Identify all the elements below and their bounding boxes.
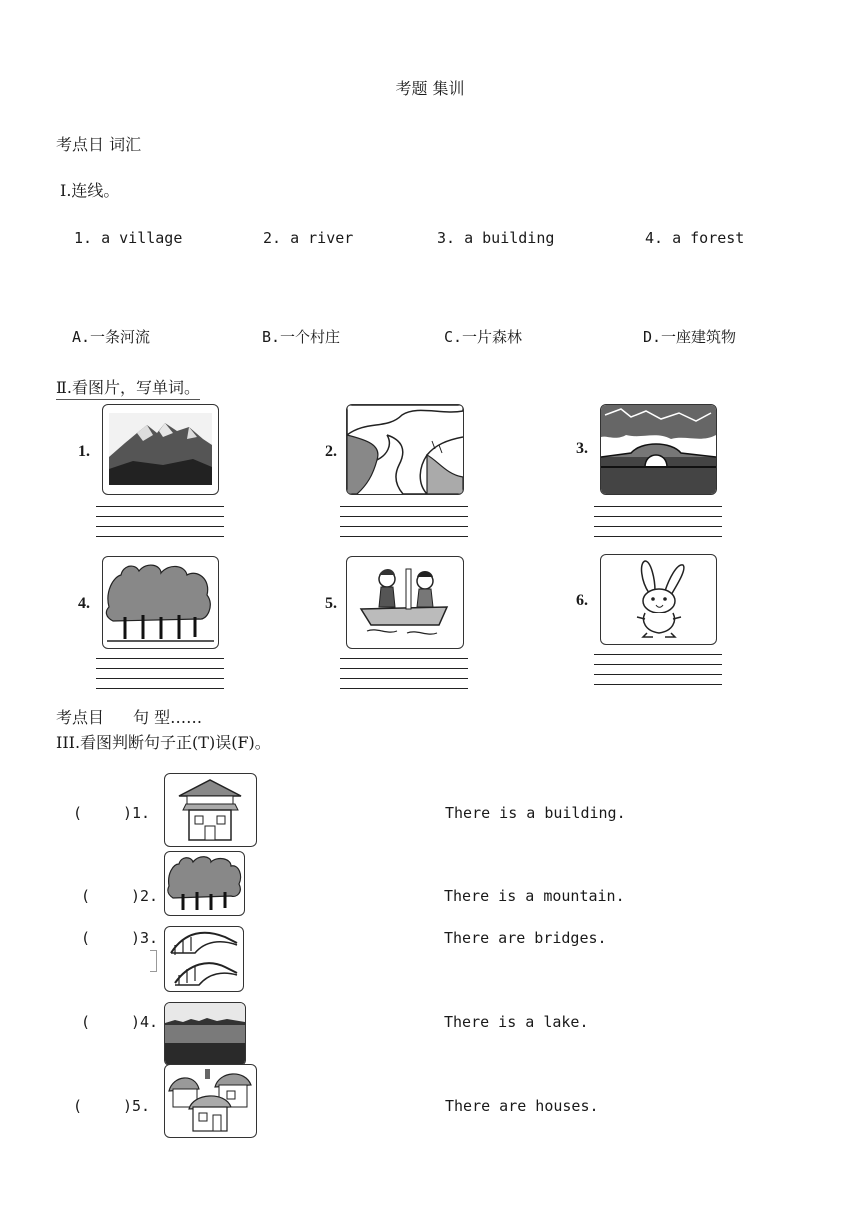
picture-number: 2.: [325, 443, 337, 460]
answer-paren-open[interactable]: (: [81, 929, 91, 947]
bridges-icon: [164, 926, 244, 992]
section-sentence-sub: 句 型……: [133, 708, 203, 727]
building-icon: [164, 773, 257, 847]
answer-lines[interactable]: [340, 497, 468, 537]
bracket-mark: [150, 950, 157, 972]
rabbit-drawing-icon: [600, 554, 717, 645]
meaning-item: C.一片森林: [444, 328, 523, 346]
item-number: )2.: [131, 887, 159, 905]
section-vocabulary-heading: 考点日 词汇: [56, 135, 142, 154]
item-number: )1.: [123, 804, 151, 822]
meaning-item: A.一条河流: [72, 328, 151, 346]
page-title: 考题 集训: [395, 79, 465, 98]
answer-lines[interactable]: [594, 645, 722, 685]
answer-paren-open[interactable]: (: [73, 1097, 83, 1115]
word-item: 1. a village: [74, 229, 183, 247]
answer-paren-open[interactable]: (: [81, 1013, 91, 1031]
sentence-text: There is a lake.: [444, 1013, 589, 1031]
lake-photo-icon: [164, 1002, 246, 1066]
item-number: )5.: [123, 1097, 151, 1115]
sentence-text: There are bridges.: [444, 929, 607, 947]
picture-number: 6.: [576, 592, 588, 609]
answer-lines[interactable]: [96, 497, 224, 537]
answer-lines[interactable]: [96, 649, 224, 689]
answer-paren-open[interactable]: (: [81, 887, 91, 905]
picture-number: 1.: [78, 443, 90, 460]
bridge-drawing-icon: [600, 404, 717, 495]
forest-drawing-icon: [102, 556, 219, 649]
word-item: 2. a river: [263, 229, 354, 247]
picture-number: 5.: [325, 595, 337, 612]
answer-lines[interactable]: [340, 649, 468, 689]
picture-number: 3.: [576, 440, 588, 457]
answer-paren-open[interactable]: (: [73, 804, 83, 822]
trees-icon: [164, 851, 245, 916]
meaning-item: D.一座建筑物: [643, 328, 737, 346]
sentence-text: There is a mountain.: [444, 887, 625, 905]
part3-heading: III.看图判断句子正(T)误(F)。: [56, 733, 271, 752]
answer-lines[interactable]: [594, 497, 722, 537]
sentence-text: There is a building.: [445, 804, 626, 822]
sentence-text: There are houses.: [445, 1097, 599, 1115]
part2-heading: Ⅱ.看图片，写单词。: [56, 375, 200, 400]
item-number: )4.: [131, 1013, 159, 1031]
word-item: 3. a building: [437, 229, 555, 247]
part1-heading: Ⅰ.连线。: [60, 181, 120, 200]
section-sentence-heading: 考点目: [56, 708, 105, 727]
river-drawing-icon: [346, 404, 464, 495]
meaning-item: B.一个村庄: [262, 328, 341, 346]
mountain-photo-icon: [102, 404, 219, 495]
boat-children-icon: [346, 556, 464, 649]
item-number: )3.: [131, 929, 159, 947]
houses-icon: [164, 1064, 257, 1138]
word-item: 4. a forest: [645, 229, 745, 247]
picture-number: 4.: [78, 595, 90, 612]
